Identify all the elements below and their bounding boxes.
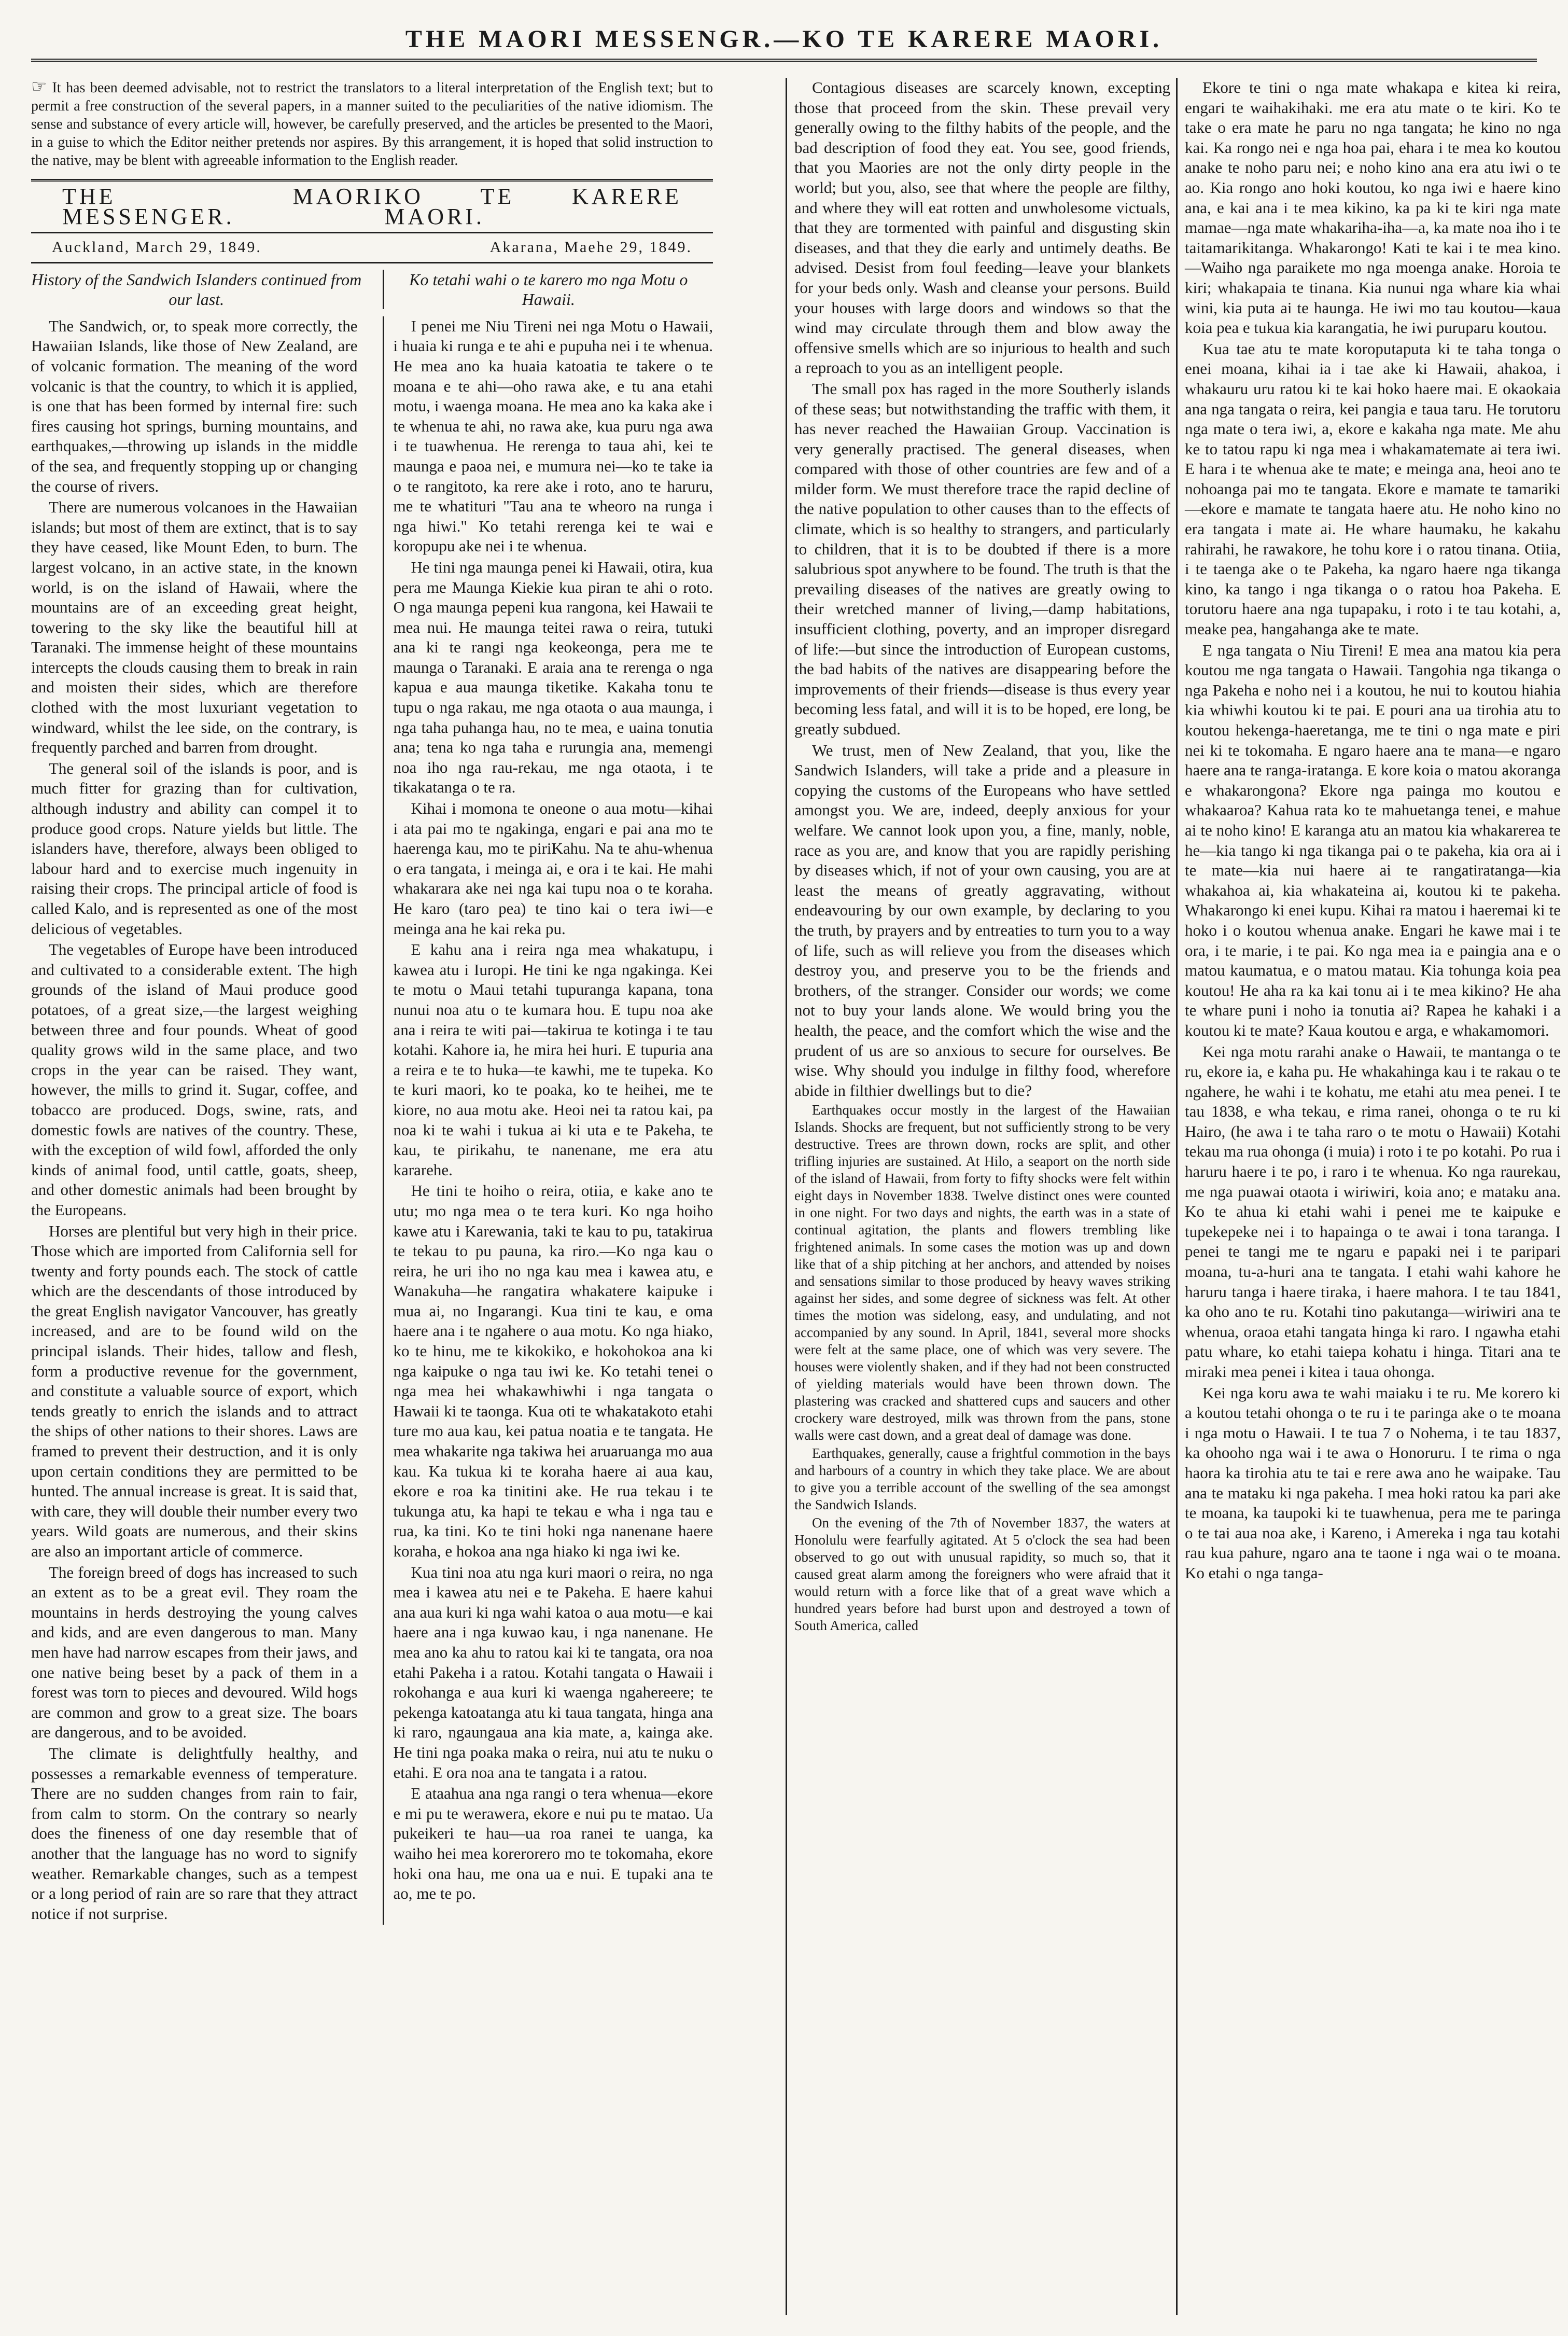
english-paragraph: The vegetables of Europe have been introduced and cultivated to a considerable extent. The high grounds of the island of Maui produce good potatoes, of a great size,—the largest weighing between three and four pounds. Wheat of good quality grows wild in the same place, and two crops in the year can be raised. They want, however, the mills to grind it. Sugar, coffee, and tobacco are produced. Dogs, swine, rats, and domestic fowls are natives of the country. These, with the exception of wild fowl, afforded the only kinds of animal food, until cattle, goats, sheep, and other domestic animals had been brought by the Europeans. bbox=[31, 940, 358, 1219]
health-paragraph: The small pox has raged in the more Southerly islands of these seas; but notwithstanding the traffic with them, it has never reached the Hawaiian Group. Vaccination is very generally practised. The general diseases, when compared with those of other countries are few and of a milder form. We must therefore trace the rapid decline of the native population to other causes than to the effects of climate, which is so healthy to strangers, and particularly to children, that it is to be doubted if there is a more salubrious spot anywhere to be found. The truth is that the prevailing diseases of the natives are greatly owing to their wretched manner of living,—damp habitations, insufficient clothing, poverty, and an improper disregard of life:—but since the introduction of European customs, the bad habits of the natives are disappearing before the improvements of their friends—disease is thus every year becoming less fatal, and will it is to be hoped, ere long, be greatly subdued. bbox=[794, 379, 1170, 738]
english-paragraph: The Sandwich, or, to speak more correctly, the Hawaiian Islands, like those of New Zealand, are of volcanic formation. The meaning of the word volcanic is that the country, to which it is applied, is one that has been formed by internal fire: such fires causing hot springs, burning mountains, and earthquakes,—throwing up islands in the middle of the sea, and frequently stopping up or changing the course of rivers. bbox=[31, 316, 358, 495]
english-paragraph: Horses are plentiful but very high in their price. Those which are imported from California sell for twenty and forty pounds each. The stock of cattle which are the descendants of those introduced by the great English navigator Vancouver, has greatly increased, and are to be found wild on the principal islands. Their hides, tallow and flesh, form a productive revenue for the government, and constitute a valuable source of export, which tends greatly to enrich the islands and to attract the ships of other nations to their shores. Laws are framed to prevent their destruction, and it is only upon certain conditions they are permitted to be hunted. The annual increase is great. It is said that, with care, they will double their number every two years. Wild goats are numerous, and their skins are also an important article of commerce. bbox=[31, 1221, 358, 1560]
running-head: THE MAORI MESSENGR.—KO TE KARERE MAORI. bbox=[31, 25, 1537, 62]
editor-notice bbox=[31, 78, 713, 170]
pointing-hand-icon: ☞ bbox=[31, 78, 47, 96]
main-article-block bbox=[31, 78, 713, 2315]
earthquake-paragraph: Earthquakes, generally, cause a frightful commotion in the bays and harbours of a country in which they take place. We are about to give you a terrible account of the swelling of the sea amongst the Sandwich Islands. bbox=[794, 1445, 1170, 1513]
earthquake-paragraph: Earthquakes occur mostly in the largest of the Hawaiian Islands. Shocks are frequent, but not sufficiently strong to be very destructive. Trees are thrown down, rocks are split, and other trifling injuries are sustained. At Hilo, a seaport on the north side of the island of Hawaii, from forty to fifty shocks were felt within eight days in November 1838. Twelve distinct ones were counted in one night. For two days and nights, the earth was in a state of continual agitation, the plants and flowers trembling like frightened animals. In some cases the motion was up and down like that of a ship pitching at her anchors, and attended by noises and sensations similar to those produced by heavy waves striking against her sides, and some degree of sickness was felt. At other times the motion was sidelong, easy, and undulating, and not accompanied by any sound. In April, 1841, several more shocks were felt at the same place, one of which was very severe. The houses were violently shaken, and if they had not been constructed of yielding materials would have been thrown down. The plastering was cracked and shattered cups and saucers and other crockery ware destroyed, milk was thrown from the pans, stone walls were cast down, and a great deal of damage was done. bbox=[794, 1102, 1170, 1443]
english-paragraph: The climate is delightfully healthy, and possesses a remarkable evenness of temperature. There are no sudden changes from rain to fair, from calm to storm. On the contrary so nearly does the fineness of one day resemble that of another that the language has no word to signify weather. Remarkable changes, such as a tempest or a long period of rain are so rare that they attract notice if not surprise. bbox=[31, 1744, 358, 1923]
english-paragraph: There are numerous volcanoes in the Hawaiian islands; but most of them are extinct, that is to say they have ceased, like Mount Eden, to burn. The largest volcano, in an active state, in the known world, is on the island of Hawaii, where the mountains are of an exceeding great height, towering to the sky like the beautiful hill at Taranaki. The immense height of these mountains intercepts the clouds causing them to break in rain and moisten their sides, which are therefore clothed with the most luxuriant vegetation to windward, whilst the lee side, on the contrary, is frequently parched and barren from drought. bbox=[31, 498, 358, 757]
editor-notice-text: It has been deemed advisable, not to restrict the translators to a literal interpretation of the English text; but to permit a free construction of the several papers, in a manner suited to the peculiarities of the native idiomism. The sense and substance of every article will, however, be carefully preserved, and the articles be presented to the Maori, in a guise to which the Editor neither pretends nor aspires. By this arrangement, it is hoped that solid instruction to the native, may be blent with agreeable information to the English reader. bbox=[31, 80, 713, 169]
maori-right-paragraph: Kua tae atu te mate koroputaputa ki te taha tonga o enei moana, kihai ia i tae ake ki Hawaii, ahakoa, i whakauru uru ratou ki te kai hoko haere mai. E okaokaia ana nga tangata o reira, kei pangia e taua taru. He torutoru nga mate o tera iwi, a, ekore e kakaha nga mate. Me ahu ke to tatou rapu ki nga mea i whakamatemate ai tera iwi. E hara i te whenua ake te mate; e meinga ana, heoi ano te nohoanga pai mo te tangata. Ekore e mamate te tamariki—ekore e mamate te tangata haere atu. He noho kino no era tangata i mate ai. He whare haumaku, he kakahu rahirahi, he rawakore, he tohu kore i o ratou tinana. Otiia, i te taenga ake o te Pakeha, ka ngaro haere nga tikanga kino, ka tango i nga tikanga o o ratou hoa Pakeha. E torutoru haere ana nga tupapaku, i roto i te tau kotahi, a, meake pea, hangahanga ake te mate. bbox=[1185, 339, 1561, 638]
maori-paragraph: E kahu ana i reira nga mea whakatupu, i kawea atu i Iuropi. He tini ke nga ngakinga. Kei te motu o Maui tetahi tupuranga kapana, tona nunui noa atu o te kumara hou. E tupu noa ake ana i reira te witi pai—takirua te kotinga i te tau kotahi. Kahore ia, he mira hei huri. E tupuria ana a reira e te to huka—te kawhi, me te tupeka. Ko te kuri maori, ko te poaka, ko te heihei, me te kiore, no aua motu ake. Heoi nei ta ratou kai, pa noa ki te wahi i tukua ai ki uta e te Pakeha, te kau, te pirikahu, te nanenane, me era atu kararehe. bbox=[393, 940, 713, 1179]
maori-translation-column bbox=[1176, 78, 1561, 2315]
maori-paragraph: E ataahua ana nga rangi o tera whenua—ekore e mi pu te werawera, ekore e nui pu te matao. Ua pukeikeri te hau—ua roa ranei te uanga, ka waiho hei mea korerorero mo te tokomaha, ekore hoki ona hau, me ona ua e nui. E tupaki ana te ao, me te po. bbox=[393, 1784, 713, 1903]
maori-paragraph: I penei me Niu Tireni nei nga Motu o Hawaii, i huaia ki runga e te ahi e pupuha nei i te whenua. He mea ano ka huaia katoatia te takere o te moana e te ahi—oho rawa ake, e tu ana etahi motu, i waenga moana. He mea ano ka kaka ake i te whenua te ahi, no rawa ake, kua puru nga awa i te tuawhenua. He rerenga to taua ahi, kei te maunga e paoa nei, e mumura nei—ko te take ia o te rangitoto, ka rere ake i roto, ano te haruru, me te whatituri "Tau ana te wheoro na runga i nga hiwi." Ko tetahi rerenga kei te wai e koropupu ake nei i te whenua. bbox=[393, 316, 713, 555]
earthquake-section bbox=[794, 1102, 1170, 1634]
article-maori-title: Ko tetahi wahi o te karero mo nga Motu o Hawaii. bbox=[383, 270, 713, 309]
maori-paragraph: He tini nga maunga penei ki Hawaii, otira, kua pera me Maunga Kiekie kua piran te ahi o roto. O nga maunga pepeni kua rangona, kei Hawaii te mea nui. He maunga teitei rawa o reira, tutuki ana ki te rangi nga keokeonga, pera me te maunga o Taranaki. E araia ana te rerenga o nga kapua e aua maunga tiketike. Kakaha tonu te tupu o nga rakau, me nga otaota o aua maunga, i nga taha puhanga hau, no te mea, e uaina tonutia ana; tena ko nga taha e rurungia ana, memengi noa iho nga rau-rekau, me nga otaota, i te tikakatanga o te ra. bbox=[393, 558, 713, 797]
health-paragraph: We trust, men of New Zealand, that you, like the Sandwich Islanders, will take a pride and a pleasure in copying the customs of the Europeans who have settled amongst you. We are, indeed, deeply anxious for your welfare. We cannot look upon you, a fine, manly, noble, race as you are, and know that you are rapidly perishing by diseases which, if not of your own causing, you are at least the means of greatly aggravating, without endeavouring by our own example, by declaring to you the truth, by prayers and by entreaties to turn you to a way of life, such as will relieve you from the diseases which destroy you, and preserve you to be the friends and brothers, of the stranger. Consider our words; we come not to buy your lands alone. We would bring you the health, the peace, and the comfort which the wise and the prudent of us are so anxious to secure for ourselves. Be wise. Why should you indulge in filthy food, wherefore abide in filthier dwellings but to die? bbox=[794, 741, 1170, 1100]
maori-paragraph: He tini te hoiho o reira, otiia, e kake ano te utu; mo nga mea o te tera kuri. Ko nga hoiho kawe atu i Karewania, taki te kau to pu, tatakirua te tekau to pu pauna, ka riro.—Ko nga kau o reira, he uri iho no nga kau mea i kawea atu, e Wanakuha—he rangatira whakatere kaipuke i mua ai, no Ingarangi. Kua tini te kau, e oma haere ana i te ngahere o aua motu. Ko nga hiako, ko te hinu, me te kikokiko, e hokohokoa ana ki nga kaipuke o nga tau iwi ke. Ko tetahi tenei o nga mea hei whakawhiwhi i nga tangata o Hawaii ki te taonga. Kua oti te whakatakoto etahi ture mo aua kau, kei patua noatia e te tangata. He mea whakarite nga takiwa hei aruaruanga mo aua kau. Ka tukua ki te koraha haere ai aua kau, ekore e roa ka tinitini ake. He rua tekau i te tukunga atu, ka hapi te tekau e wha i nga tau e rua, ka tini. Ko te tini hoki nga nanenane haere koraha, e hokoa ana nga hiako ki nga iwi ke. bbox=[393, 1181, 713, 1560]
dateline-english: Auckland, March 29, 1849. bbox=[52, 239, 262, 256]
article-columns bbox=[31, 270, 713, 1925]
dateline bbox=[31, 233, 713, 263]
maori-right-paragraph: Kei nga koru awa te wahi maiaku i te ru. Me korero ki a koutou tetahi ohonga o te ru i te paringa ake o te moana i nga motu o Hawaii. I te tua 7 o Nohema, i te tau 1837, ka ohooho nga wai i te awa o Honoruru. I te rima o nga haora ka tirohia atu te tai e rere awa ano he waipake. Tau ana te mataku ki nga pakeha. I mea hoki ratou ka pari ake te moana, ka taupoki ki te tuawhenua, pera me te paringa o te tai aua noa ake, i Kareno, i Amereka i nga tau kotahi rau kua pahure, ngaro ana te taone i nga wai o te moana. Ko etahi o nga tanga- bbox=[1185, 1383, 1561, 1582]
masthead-english-title: THE MAORI MESSENGER. bbox=[62, 184, 385, 229]
english-paragraph: The foreign breed of dogs has increased to such an extent as to be a great evil. They roam the mountains in herds destroying the young calves and kids, and are even dangerous to man. Many men have had narrow escapes from their jaws, and one native being beset by a pack of them in a forest was torn to pieces and devoured. Wild hogs are common and grow to a great size. The boars are dangerous, and to be avoided. bbox=[31, 1563, 358, 1742]
earthquake-paragraph: On the evening of the 7th of November 1837, the waters at Honolulu were fearfully agitated. At 5 o'clock the sea had been observed to go out with unusual rapidity, so much so, that it caused great alarm among the foreigners who were afraid that it would return with a force like that of a great wave which a hundred years before had burst upon and destroyed a town of South America, called bbox=[794, 1515, 1170, 1634]
maori-paragraph: Kihai i momona te oneone o aua motu—kihai i ata pai mo te ngakinga, engari e pai ana mo te haerenga kau, mo te piriKahu. Na te ahu-whenua o era tangata, i meinga ai, e ora i te kai. He mahi whakarara ake nei nga kai tupu noa o te koraha. He karo (taro pea) te tino kai o tera iwi—e meinga ana he kai reka pu. bbox=[393, 799, 713, 938]
maori-text-column bbox=[383, 316, 713, 1925]
english-health-column bbox=[786, 78, 1170, 2315]
english-paragraph: The general soil of the islands is poor, and is much fitter for grazing than for cultivation, although industry and ability can compel it to produce good crops. Nature yields but little. The islanders have, therefore, always been obliged to labour hard and to exercise much ingenuity in raising their crops. The principal article of food is called Kalo, and is represented as one of the most delicious of vegetables. bbox=[31, 759, 358, 938]
masthead bbox=[31, 179, 713, 233]
health-paragraph: Contagious diseases are scarcely known, excepting those that proceed from the skin. These prevail very generally owing to the filthy habits of the people, and the bad description of food they eat. You see, good friends, that you Maories are not the only dirty people in the world; but you, also, see that where the people are filthy, and where they will eat rotten and unwholesome victuals, that they are tormented with painful and disgusting skin diseases, and that they die early and untimely deaths. Be advised. Desist from foul feeding—leave your blankets for your beds only. Wash and cleanse your persons. Build your houses with large doors and windows so that the wind may circulate through them and blow away the offensive smells which are so injurious to health and such a reproach to you as an intelligent people. bbox=[794, 78, 1170, 377]
masthead-maori-title: KO TE KARERE MAORI. bbox=[384, 184, 682, 229]
article-english-title: History of the Sandwich Islanders continued from our last. bbox=[31, 270, 362, 309]
maori-right-paragraph: Ekore te tini o nga mate whakapa e kitea ki reira, engari te waihakihaki. me era atu mate o te kiri. Ko te take o era mate he paru no nga tangata; he kino no nga kai. Ka rongo nei e nga hoa pai, ehara i te mea ko koutou anake te noho paru nei; e noho kino ana era atu iwi o te ao. Kia rongo ano hoki koutou, ko nga iwi e haere kino ana, e kai ana i te mea kikino, ka pa ki te kiri nga mate mamae—nga mate whakariha-iha—a, ka mate noa iho i te taitamarikitanga. Whakarongo! Kati te kai i te mea kino.—Waiho nga paraikete mo nga moenga anake. Horoia te kiri; whakapaia te tinana. Kia nunui nga whare kia whai wini, kia puta ai te haunga. He iwi mo tau koutou—kaua koia pea e tukua kia karangatia, he iwi puruparu koutou. bbox=[1185, 78, 1561, 337]
dateline-maori: Akarana, Maehe 29, 1849. bbox=[489, 239, 692, 256]
maori-right-paragraph: Kei nga motu rarahi anake o Hawaii, te mantanga o te ru, ekore ia, e kaha pu. He whakahinga kau i te rakau o te ngahere, he wahi i te kohatu, me etahi atu mea penei. I te tau 1838, e wha tekau, e rima ranei, ohonga o te ru ki Hairo, (he awa i te taha raro o te motu o Hawaii) Kotahi tekau ma rua ohonga (i muia) i roto i te po kotahi. Po rua i haruru haere i te po, i raro i te whenua. Ko nga raurekau, me nga puawai otaota i wiriwiri, koia ano; e mataku ana. Ko te ahua ki etahi wahi i penei me te kaipuke e tupekepeke nei i to hapainga o te awai i tona taranga. I penei te tangi me te ngaru e papaki nei i te paripari moana, tu-a-huri ana te tangata. I etahi wahi kahore he haruru tanga i haere tiraka, i haere mahora. I te tau 1841, ka oho ano te ru. Kotahi tino pakutanga—wiriwiri ana te whenua, oraoa etahi tangata hinga ki raro. I ngawha etahi patu whare, ko etahi taiepa kohatu i hinga. Titari ana te miraki mea penei i kitea i taua ohonga. bbox=[1185, 1042, 1561, 1381]
maori-paragraph: Kua tini noa atu nga kuri maori o reira, no nga mea i kawea atu nei e te Pakeha. E haere kahui ana aua kuri ki nga wahi katoa o aua motu—e kai haere ana i nga kuwao kau, i nga nanenane. He mea ano ka ahu to ratou kai ki te tangata, ora noa etahi Pakeha i a ratou. Kotahi tangata o Hawaii i rokohanga e aua kuri ki waenga ngahereere; te pekenga katoatanga atu ki taua tangata, hinga ana ki raro, ngaungaua ana kia mate, a, kainga ake. He tini nga poaka maka o reira, nui atu te nuku o etahi. E ora noa ana te tangata i a ratou. bbox=[393, 1563, 713, 1782]
maori-right-paragraph: E nga tangata o Niu Tireni! E mea ana matou kia pera koutou me nga tangata o Hawaii. Tangohia nga tikanga o nga Pakeha e noho nei i a koutou, he nui to koutou hiahia kia whiwhi koutou ki te pai. E pouri ana ua tirohia atu to koutou hekenga-haeretanga, me te tini o nga mate e piri nei ki te tokomaha. E ngaro haere ana te mana—e ngaro haere ana te ranga-iratanga. E kore koia o matou akoranga e whakarongona? Ekore nga painga mo koutou e whakaaroa? Kahua rata ko te mahuetanga tenei, e mahue ai te noho kino! E karanga atu an matou kia whakarerea te he—kia tango ki nga tikanga pai o te pakeha, kia ora ai i te mate—kia nui haere ai te rangatiratanga—kia whakahoa ai, kia whakateina ai, koutou ki te pakeha. Whakarongo ki enei kupu. Kihai ra matou i haeremai ki te hoko i o koutou whenua anake. Engari he kawe mai i te ora, i te marie, i te pai. Ko nga mea ia e paingia ana e o matou kaumatua, e o matou matau. Kia tohunga koia pea koutou! He aha ra ka kai tonu ai i te mea kikino? He aha te whare puni i noho ia tonutia ai? Rapea he kahaki i a koutou ki te mate? Kaua koutou e arga, e whakamomori. bbox=[1185, 641, 1561, 1039]
english-text-column bbox=[31, 316, 362, 1925]
